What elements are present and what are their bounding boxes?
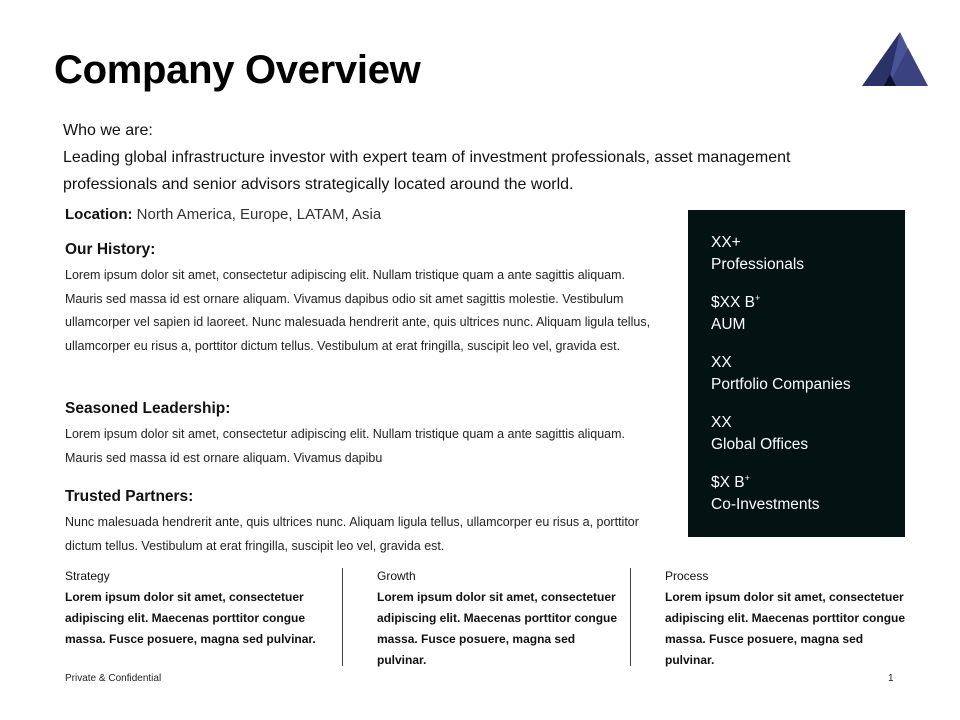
stat-value: XX+ xyxy=(711,234,741,251)
partners-title: Trusted Partners: xyxy=(65,488,194,505)
column-body: Lorem ipsum dolor sit amet, consectetuer adipiscing elit. Maecenas porttitor congue massa. Fusce posuere, magna sed pulvinar. xyxy=(377,590,618,667)
page-title: Company Overview xyxy=(54,48,421,92)
partners-body: Nunc malesuada hendrerit ante, quis ultrices nunc. Aliquam ligula tellus, ullamcorper eu risus a, porttitor dictum tellus. Vestibulum at erat fringilla, suscipit leo vel, gravida est. xyxy=(65,515,639,553)
stat-label: Global Offices xyxy=(711,435,809,453)
leadership-title: Seasoned Leadership: xyxy=(65,400,231,417)
column-divider xyxy=(630,568,631,666)
footer-confidential: Private & Confidential xyxy=(65,673,162,684)
stat-sup: + xyxy=(754,292,761,303)
leadership-body: Lorem ipsum dolor sit amet, consectetur adipiscing elit. Nullam tristique quam a ante sagittis aliquam. Mauris sed massa id est ornare aliquam. Vivamus dapibu xyxy=(65,427,625,465)
column-title: Process xyxy=(665,569,709,583)
stat-sup: + xyxy=(744,472,750,483)
stat-aum xyxy=(711,292,905,335)
stat-label: Portfolio Companies xyxy=(711,375,851,393)
who-we-are xyxy=(63,117,863,198)
stat-professionals xyxy=(711,232,905,275)
stat-global-offices xyxy=(711,412,905,455)
stat-value: $XX B xyxy=(711,294,755,311)
stat-label: AUM xyxy=(711,315,746,333)
history-title: Our History: xyxy=(65,241,156,258)
column-divider xyxy=(342,568,343,666)
column-title: Growth xyxy=(377,569,416,583)
location-label: Location: xyxy=(65,206,133,223)
column-strategy xyxy=(65,566,335,650)
who-we-are-label: Who we are: xyxy=(63,122,153,139)
stat-co-investments xyxy=(711,472,905,515)
column-process xyxy=(665,566,910,671)
stat-value: XX xyxy=(711,414,732,431)
column-title: Strategy xyxy=(65,569,110,583)
stats-panel xyxy=(688,210,905,537)
location-value: North America, Europe, LATAM, Asia xyxy=(132,206,382,223)
location xyxy=(65,206,381,223)
who-we-are-text: Leading global infrastructure investor with expert team of investment professionals, asset management professionals and senior advisors strategically located around the world. xyxy=(63,149,791,193)
stat-value: $X B xyxy=(711,474,745,491)
stat-portfolio-companies xyxy=(711,352,905,395)
column-body: Lorem ipsum dolor sit amet, consectetuer adipiscing elit. Maecenas porttitor congue massa. Fusce posuere, magna sed pulvinar. xyxy=(665,590,906,667)
stat-label: Professionals xyxy=(711,255,805,273)
history-body: Lorem ipsum dolor sit amet, consectetur adipiscing elit. Nullam tristique quam a ante sagittis aliquam. Mauris sed massa id est ornare aliquam. Vivamus dapibus odio sit amet sagittis molestie. Vestibulum ullamcorper vel sapien id laoreet. Nunc malesuada hendrerit ante, quis ultrices nunc. Aliquam ligula tellus, ullamcorper eu risus a, porttitor dictum tellus. Vestibulum at erat fringilla, suscipit leo vel, gravida est. xyxy=(65,268,651,353)
page-number: 1 xyxy=(888,673,894,684)
company-logo-icon xyxy=(860,30,930,88)
column-body: Lorem ipsum dolor sit amet, consectetuer adipiscing elit. Maecenas porttitor congue massa. Fusce posuere, magna sed pulvinar. xyxy=(65,590,316,646)
column-growth xyxy=(377,566,622,671)
stat-value: XX xyxy=(711,354,732,371)
stat-label: Co-Investments xyxy=(711,495,820,513)
